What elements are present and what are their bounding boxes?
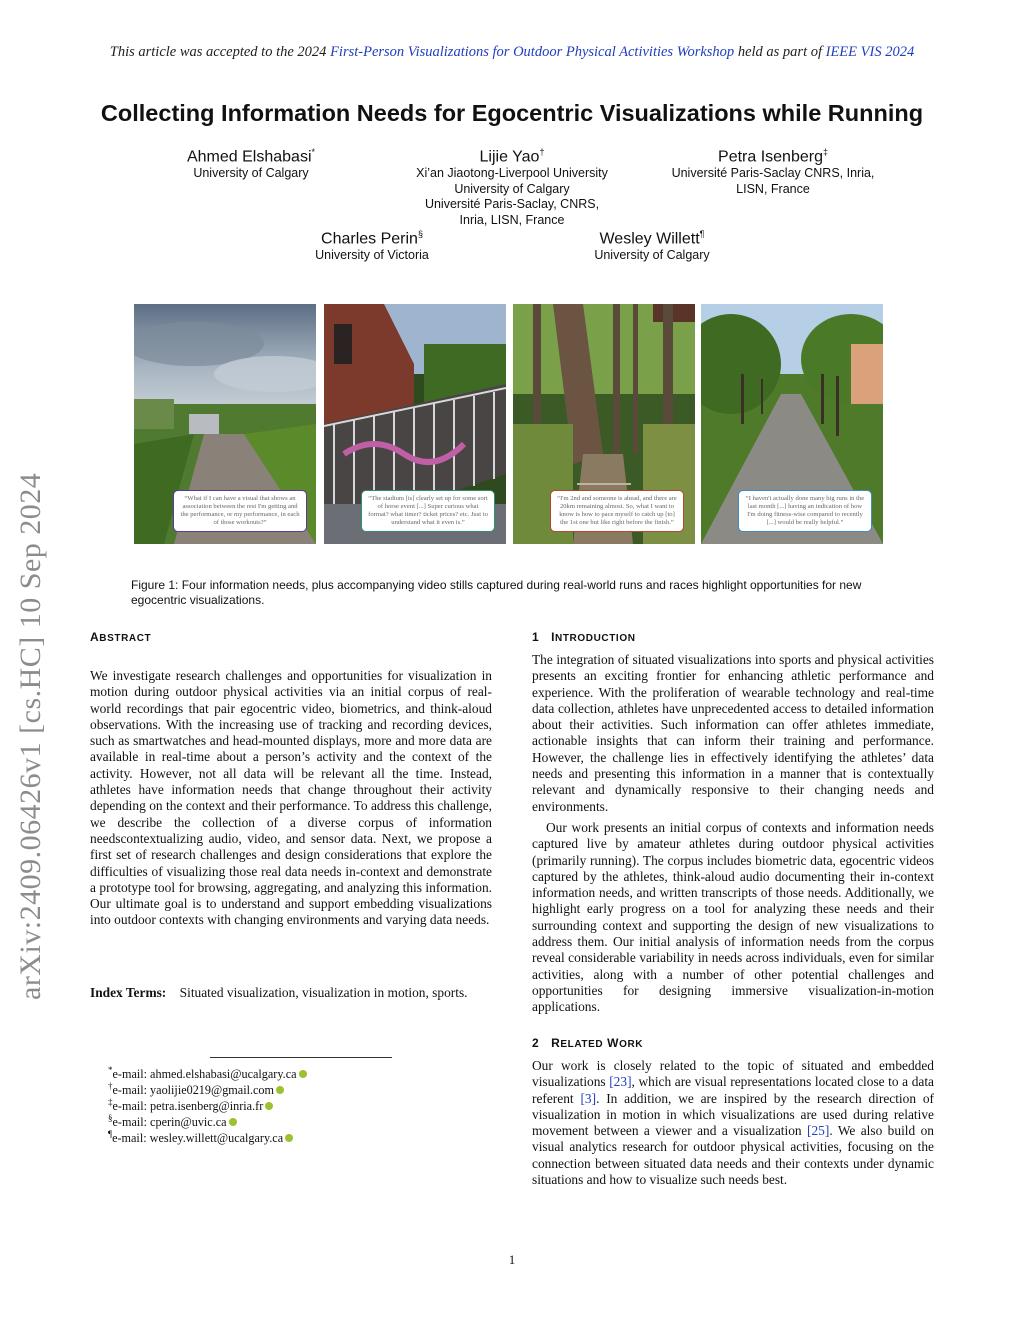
orcid-icon[interactable]: [285, 1134, 293, 1142]
figure-photo-3: [513, 304, 695, 544]
introduction-heading: 1 INTRODUCTION: [532, 630, 636, 644]
abstract-body: We investigate research challenges and opportunities for visualization in motion during outdoor physical activities via an initial corpus of real-world recordings that pair egocentric video, biometrics, and think-aloud observations. With the increasing use of tracking and recording devices, such as smartwatches and head-mounted displays, more and more data are available in real-time about a person’s activity and the context of the activity. However, not all data will be relevant all the time. Instead, athletes have information needs that change throughout their activity depending on the context and their performance. To address this challenge, we describe the collection of a diverse corpus of information needscontextualizing audio, video, and sensor data. Next, we propose a first set of research challenges and design considerations that explore the difficulties of visualizing those real data needs in-context and demonstrate a prototype tool for browsing, aggregating, and analyzing this information. Our ultimate goal is to understand and support embedding visualizations into outdoor contexts with changing environments and varying data needs.: [90, 668, 492, 928]
introduction-paragraph-2: Our work presents an initial corpus of contexts and information needs captured live by amateur athletes during outdoor physical activities (primarily running). The corpus includes biometric data, egocentric videos captured by the athletes, think-aloud audio documenting their in-context information needs, and written transcripts of those needs. Additionally, we highlight early progress on a tool for analyzing these needs and their surrounding context and supporting the design of new visualizations to address them. Our initial analysis of information needs from the corpus reveal considerable variability in needs across individuals, even for similar activities, along with a number of other potential challenges and opportunities for designing immersive visualization-in-motion applications.: [532, 820, 934, 1015]
author-block-isenberg: [652, 147, 894, 197]
quote-bubble-1: “What if I can have a visual that shows an association between the rest I'm getting and the performance, or my performance, in each of those workouts?”: [173, 490, 307, 532]
author-name: Charles Perin§: [321, 229, 423, 248]
author-block-perin: [282, 229, 462, 264]
footnote-rule: [210, 1057, 392, 1058]
page-number: 1: [508, 1252, 516, 1267]
figure-photo-2: [324, 304, 506, 544]
orcid-icon[interactable]: [265, 1102, 273, 1110]
conference-link[interactable]: IEEE VIS 2024: [825, 44, 915, 60]
orcid-icon[interactable]: [299, 1070, 307, 1078]
introduction-paragraph-1: The integration of situated visualizations into sports and physical activities presents an exciting frontier for enhancing athletic performance and experience. With the proliferation of wearable technology and real-time data collection, athletes have unprecedented access to detailed information about their activities. Such information can offer athletes immediate, actionable insights that can inform their training and performance. However, the challenge lies in effectively identifying the athletes’ data needs and presenting this information in a manner that is contextually relevant and dynamically responsive to their changing needs and environments.: [532, 652, 934, 814]
author-name: Wesley Willett¶: [599, 229, 705, 248]
paper-title: Collecting Information Needs for Egocentric Visualizations while Running: [100, 100, 924, 126]
footnote-perin: §e-mail: cperin@uvic.ca: [108, 1111, 237, 1130]
author-name: Lijie Yao†: [479, 147, 545, 166]
related-work-body: Our work is closely related to the topic of situated and embedded visualizations [23], which are visual representations located close to a data referent [3]. In addition, we are inspired by the research direction of visualization in motion in which visualizations are used during relative movement between a viewer and a visualization [25]. We also build on visual analytics research for outdoor physical activities, focusing on the connection between situated data needs and their contexts under dynamic situations and how to visualize such needs best.: [532, 1058, 934, 1188]
author-affiliation: University of Victoria: [315, 248, 429, 263]
citation-link[interactable]: [23]: [609, 1074, 632, 1090]
author-name: Petra Isenberg‡: [718, 147, 828, 166]
author-block-yao: [390, 147, 634, 228]
author-name: Ahmed Elshabasi*: [186, 147, 316, 166]
citation-link[interactable]: [25]: [807, 1123, 830, 1139]
abstract-heading: ABSTRACT: [90, 630, 152, 644]
quote-bubble-4: “I haven't actually done many big runs in the last month [...] having an indication of how I'm doing fitness-wise compared to recently [...] would be really helpful.”: [738, 490, 872, 532]
author-affiliation: Xi’an Jiaotong-Liverpool University University of Calgary Université Paris-Saclay, CNRS, Inria, LISN, France: [416, 166, 608, 227]
index-terms: Index Terms: Situated visualization, visualization in motion, sports.: [90, 985, 468, 1000]
author-block-elshabasi: [150, 147, 352, 182]
header-note: This article was accepted to the 2024 First-Person Visualizations for Outdoor Physical Activities Workshop held as part of IEEE VIS 2024: [109, 44, 915, 60]
author-block-willett: [562, 229, 742, 264]
quote-bubble-2: “The stadium [is] clearly set up for some sort of horse event [...] Super curious what format? what timer? ticket prices? etc. Just to understand what it even is.”: [361, 490, 495, 532]
orcid-icon[interactable]: [229, 1118, 237, 1126]
footnote-elshabasi: *e-mail: ahmed.elshabasi@ucalgary.ca: [108, 1063, 307, 1082]
arxiv-identifier: arXiv:2409.06426v1 [cs.HC] 10 Sep 2024: [14, 472, 47, 1000]
author-affiliation: University of Calgary: [594, 248, 710, 263]
workshop-link[interactable]: First-Person Visualizations for Outdoor Physical Activities Workshop: [330, 44, 735, 60]
orcid-icon[interactable]: [276, 1086, 284, 1094]
figure-photo-1: [134, 304, 316, 544]
figure-photo-4: [701, 304, 883, 544]
footnote-isenberg: ‡e-mail: petra.isenberg@inria.fr: [108, 1095, 273, 1114]
author-affiliation: University of Calgary: [193, 166, 309, 181]
citation-link[interactable]: [3]: [580, 1090, 597, 1106]
footnote-yao: †e-mail: yaolijie0219@gmail.com: [108, 1079, 284, 1098]
figure-caption: Figure 1: Four information needs, plus accompanying video stills captured during real-world runs and races highlight opportunities for new egocentric visualizations.: [131, 578, 862, 607]
footnote-willett: ¶e-mail: wesley.willett@ucalgary.ca: [108, 1127, 293, 1146]
related-work-heading: 2 RELATED WORK: [532, 1036, 644, 1050]
quote-bubble-3: “I'm 2nd and someone is ahead, and there are 20km remaining almost. So, what I want to know is how to pace myself to catch up [to] the 1st one but like right before the finish.”: [550, 490, 684, 532]
author-affiliation: Université Paris-Saclay CNRS, Inria, LISN, France: [671, 166, 875, 196]
